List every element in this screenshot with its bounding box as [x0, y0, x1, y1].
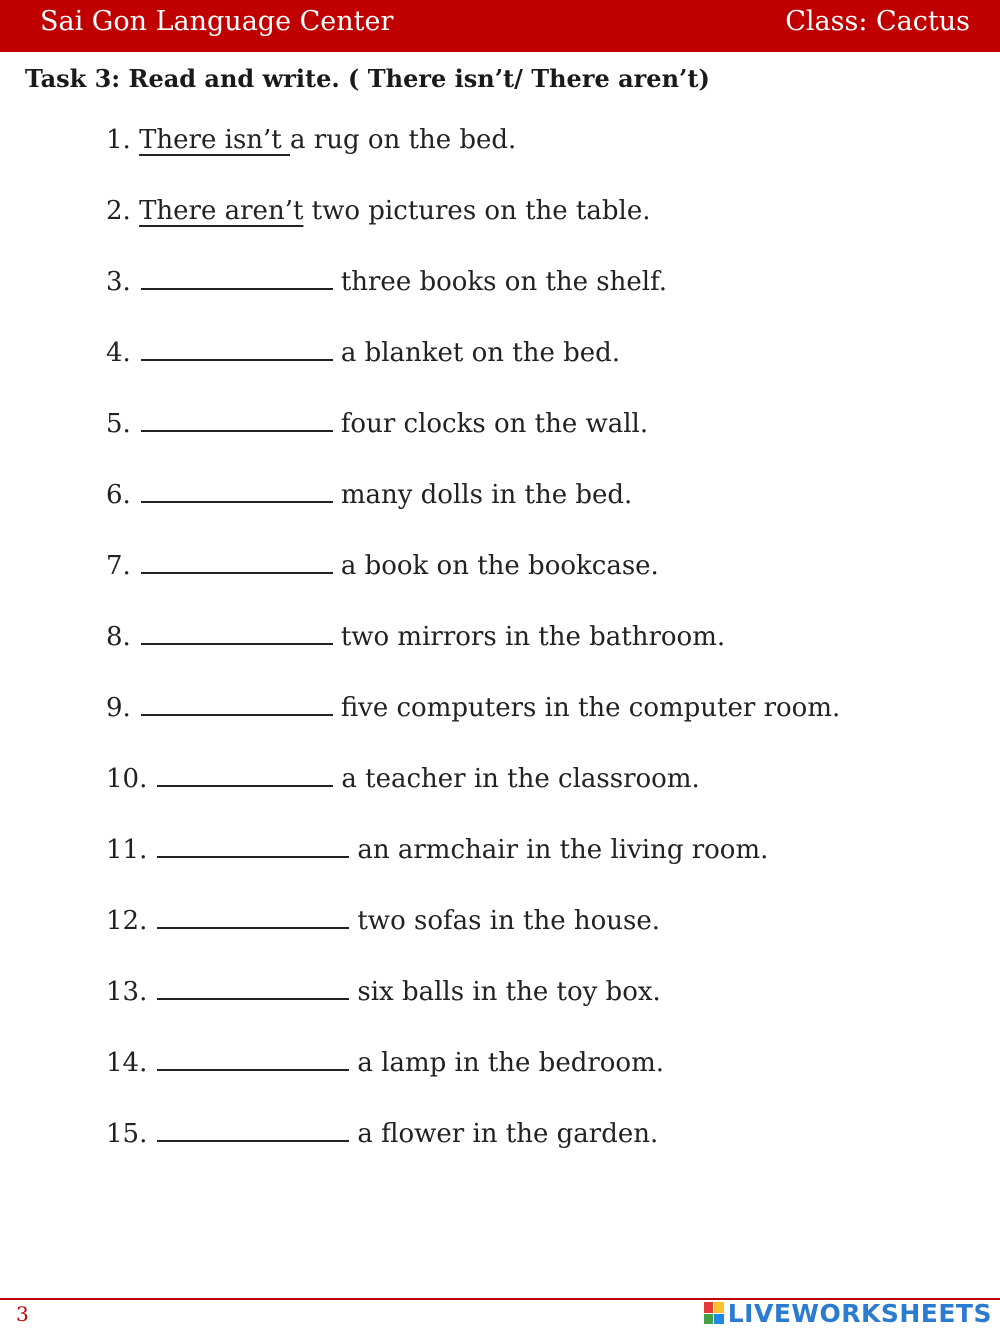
item-sentence: four clocks on the wall.	[340, 409, 649, 439]
center-name: Sai Gon Language Center	[40, 6, 394, 37]
exercise-item	[106, 1043, 664, 1083]
item-number: 12.	[106, 906, 148, 936]
item-sentence: a lamp in the bedroom.	[357, 1048, 665, 1078]
answer-text: There isn’t	[139, 125, 291, 155]
liveworksheets-icon	[704, 1302, 724, 1324]
item-sentence: six balls in the toy box.	[357, 977, 661, 1007]
item-number: 8.	[106, 622, 131, 652]
item-sentence: a flower in the garden.	[357, 1119, 659, 1149]
item-sentence: an armchair in the living room.	[357, 835, 769, 865]
item-number: 13.	[106, 977, 148, 1007]
exercise-item	[106, 617, 725, 657]
answer-text: There aren’t	[139, 196, 304, 226]
item-number: 10.	[106, 764, 148, 794]
task-title: Task 3: Read and write. ( There isn’t/ There aren’t)	[25, 64, 710, 93]
exercise-item	[106, 191, 651, 231]
item-number: 11.	[106, 835, 148, 865]
page-number: 3	[16, 1302, 29, 1326]
item-sentence: five computers in the computer room.	[340, 693, 841, 723]
item-sentence: a teacher in the classroom.	[341, 764, 700, 794]
exercise-item	[106, 830, 768, 870]
exercise-item	[106, 901, 660, 941]
answer-blank[interactable]	[141, 262, 333, 290]
page-header	[0, 0, 1000, 52]
answer-blank[interactable]	[157, 1043, 349, 1071]
exercise-item	[106, 759, 700, 799]
item-number: 3.	[106, 267, 131, 297]
answer-blank[interactable]	[157, 830, 349, 858]
answer-blank[interactable]	[157, 972, 349, 1000]
exercise-item	[106, 688, 840, 728]
item-number: 7.	[106, 551, 131, 581]
item-number: 1.	[106, 125, 131, 155]
item-number: 15.	[106, 1119, 148, 1149]
item-number: 2.	[106, 196, 131, 226]
exercise-item	[106, 404, 648, 444]
answer-blank[interactable]	[141, 404, 333, 432]
exercise-item	[106, 546, 659, 586]
answer-blank[interactable]	[141, 688, 333, 716]
exercise-item	[106, 475, 632, 515]
answer-blank[interactable]	[157, 1114, 349, 1142]
class-label: Class: Cactus	[785, 6, 970, 37]
exercise-item	[106, 972, 661, 1012]
item-sentence: a rug on the bed.	[290, 125, 517, 155]
item-number: 4.	[106, 338, 131, 368]
item-number: 5.	[106, 409, 131, 439]
exercise-item	[106, 1114, 658, 1154]
exercise-item	[106, 120, 516, 160]
item-sentence: three books on the shelf.	[340, 267, 668, 297]
brand-text: LIVEWORKSHEETS	[727, 1298, 992, 1328]
liveworksheets-logo[interactable]	[704, 1298, 992, 1328]
item-number: 9.	[106, 693, 131, 723]
answer-blank[interactable]	[157, 901, 349, 929]
item-number: 6.	[106, 480, 131, 510]
item-number: 14.	[106, 1048, 148, 1078]
answer-blank[interactable]	[141, 617, 333, 645]
item-sentence: two sofas in the house.	[357, 906, 661, 936]
answer-blank[interactable]	[141, 333, 333, 361]
exercise-item	[106, 333, 620, 373]
item-sentence: two mirrors in the bathroom.	[340, 622, 726, 652]
item-sentence: two pictures on the table.	[303, 196, 651, 226]
answer-blank[interactable]	[157, 759, 333, 787]
item-sentence: many dolls in the bed.	[340, 480, 633, 510]
answer-blank[interactable]	[141, 475, 333, 503]
item-sentence: a book on the bookcase.	[340, 551, 659, 581]
exercise-item	[106, 262, 667, 302]
item-sentence: a blanket on the bed.	[340, 338, 621, 368]
answer-blank[interactable]	[141, 546, 333, 574]
